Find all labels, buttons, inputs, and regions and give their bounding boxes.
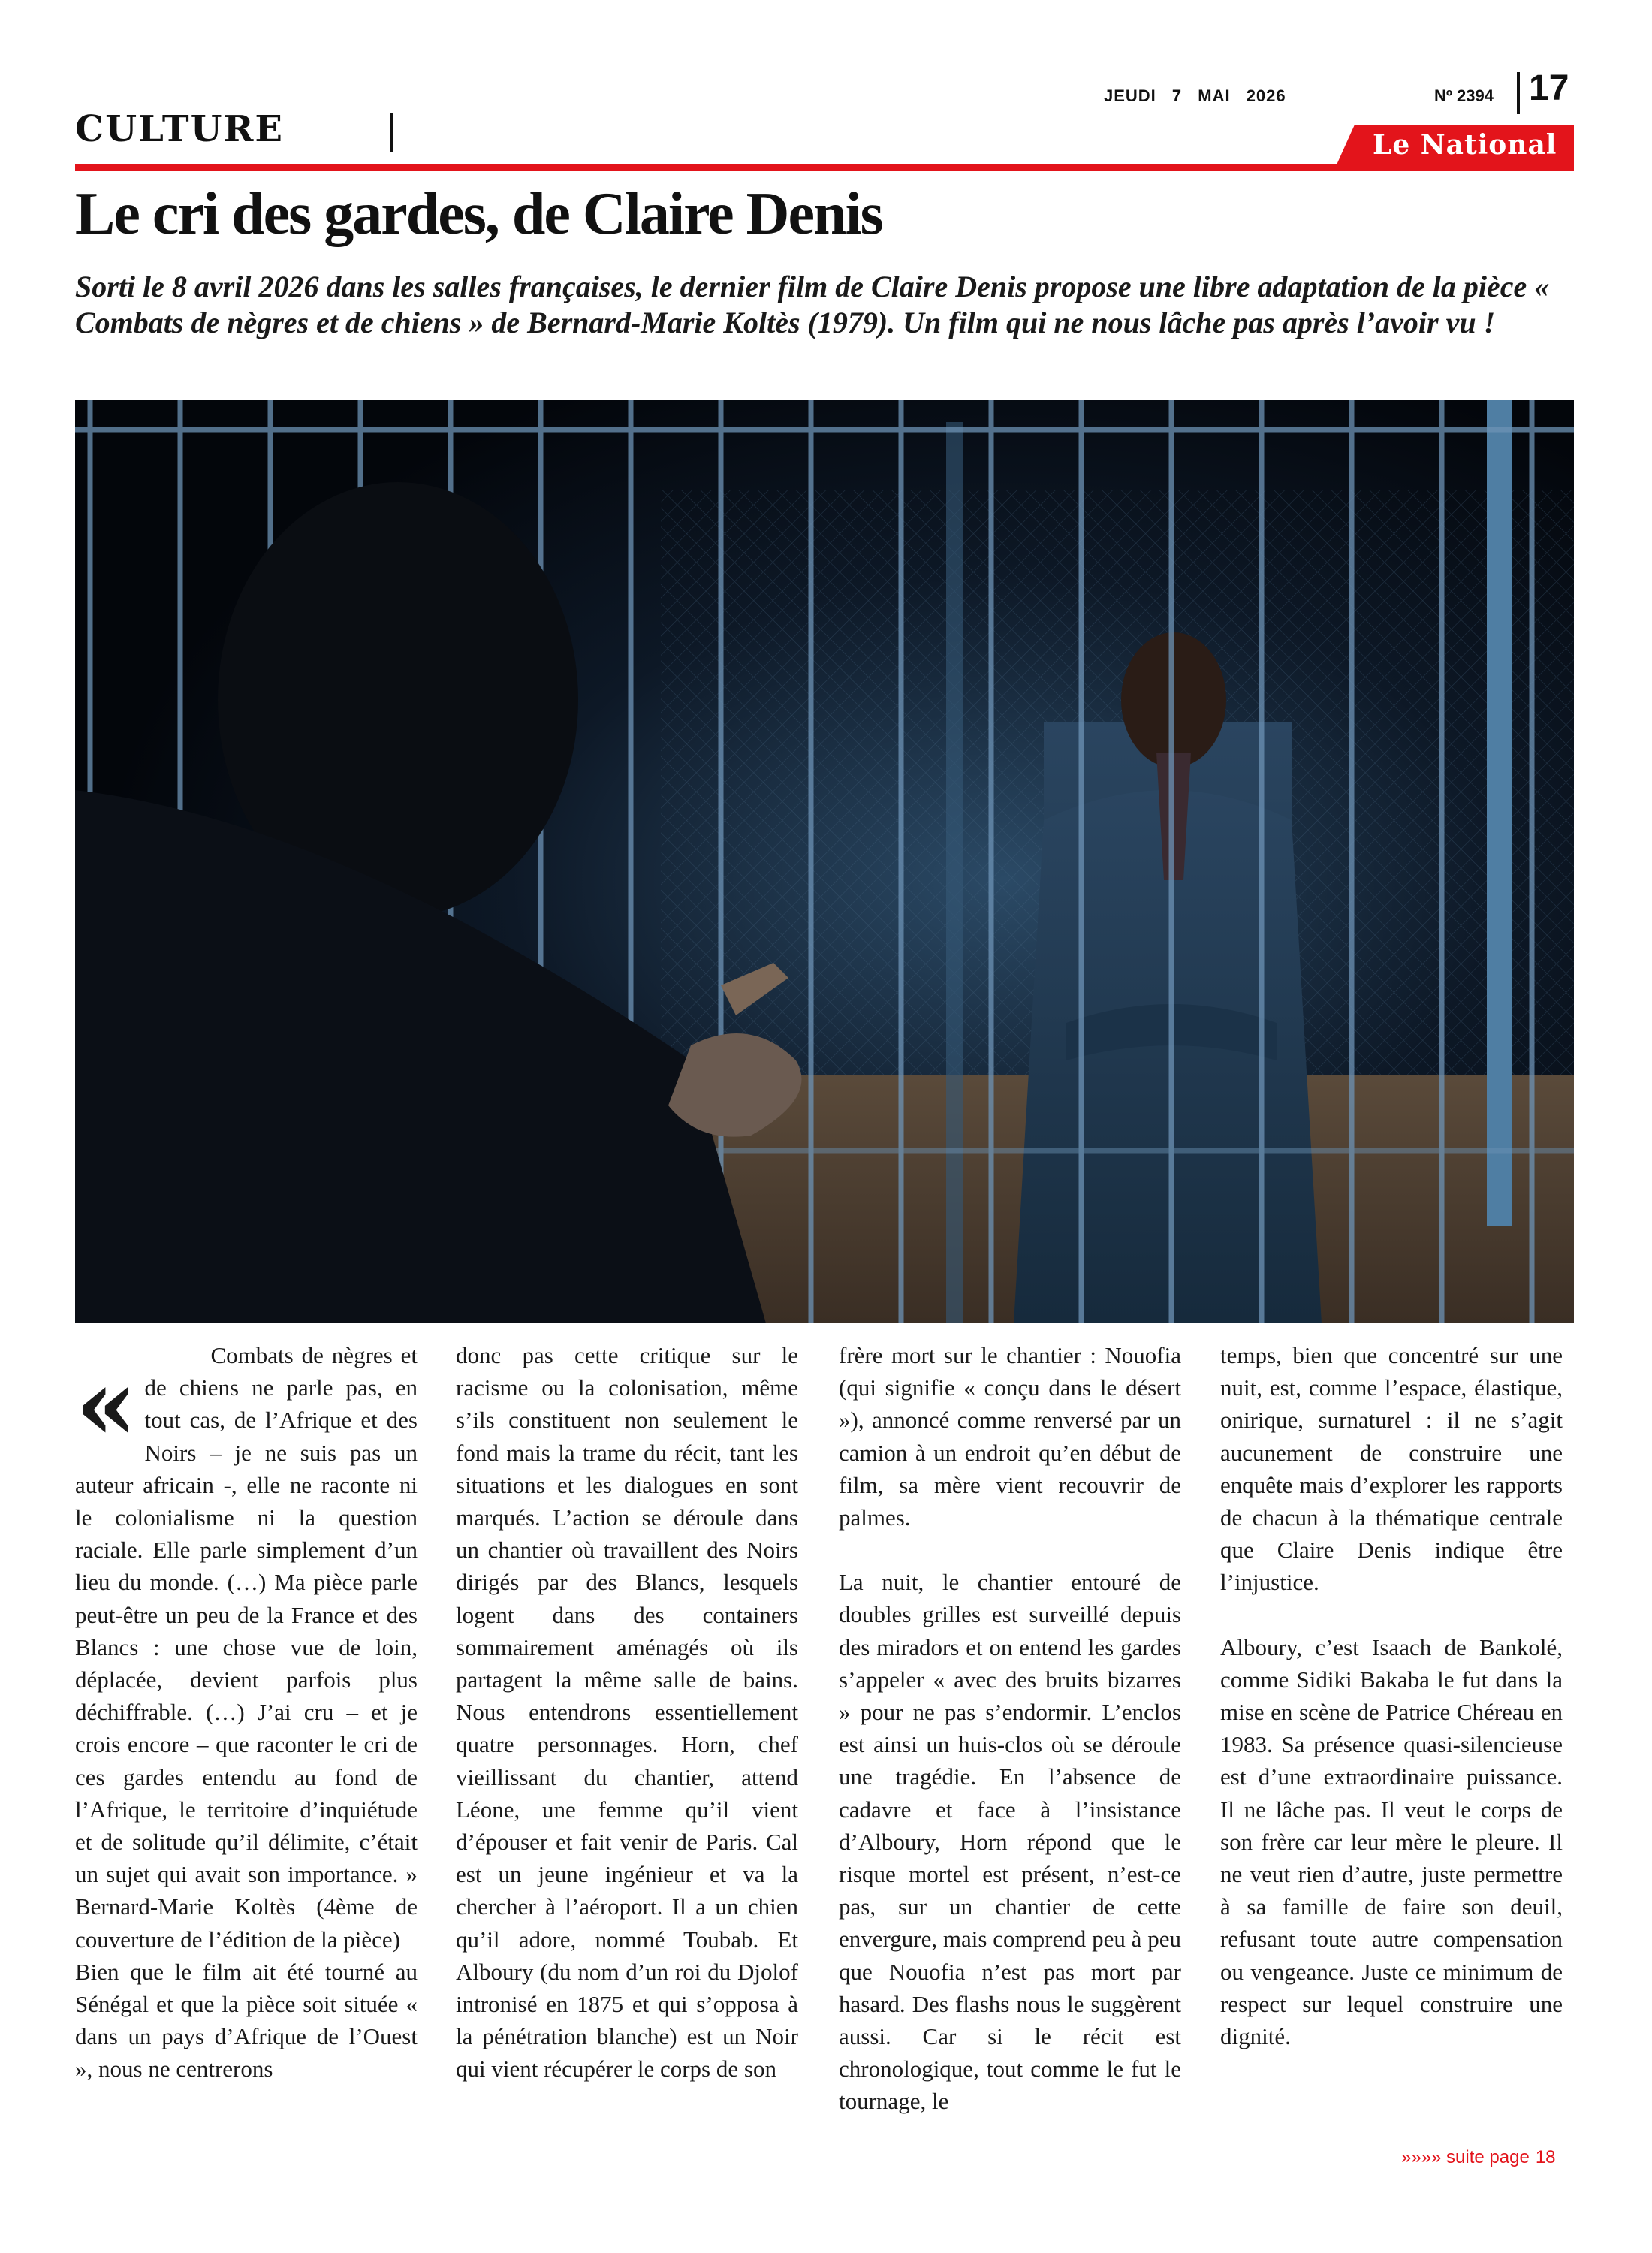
section-label: CULTURE xyxy=(75,108,284,150)
section-separator xyxy=(390,113,393,152)
issue-number: Nº 2394 xyxy=(1434,86,1494,105)
article-column-2 xyxy=(456,1339,798,2086)
newspaper-name: Le National xyxy=(1373,129,1557,161)
article-headline: Le cri des gardes, de Claire Denis xyxy=(75,181,882,247)
column-paragraph: Combats de nègres et de chiens ne parle pas, en tout cas, de l’Afrique et des Noirs – je ne suis pas un auteur africain -, elle ne raconte ni le colonialisme ni la question raciale. Elle parle simplement d’un lieu du monde. (…) Ma pièce parle peut-être un peu de la France et des Blancs : une chose vue de loin, déplacée, devient parfois plus déchiffrable. (…) J’ai cru – et je crois encore – que raconter le cri de ces gardes entendu au fond de l’Afrique, le territoire d’inquiétude et de solitude qu’il délimite, c’était un sujet qui avait son importance. » Bernard-Marie Koltès (4ème de couverture de l’édition de la pièce) xyxy=(75,1342,418,1953)
article-column-3 xyxy=(839,1339,1181,2118)
column-paragraph: Bien que le film ait été tourné au Sénégal et que la pièce soit située « dans un pays d’Afrique de l’Ouest », nous ne centrerons xyxy=(75,1958,418,2083)
column-paragraph: La nuit, le chantier entouré de doubles grilles est surveillé depuis des miradors et on entend les gardes s’appeler « avec des bruits bizarres » pour ne pas s’endormir. L’enclos est ainsi un huis-clos où se déroule une tragédie. En l’absence de cadavre et face à l’insistance d’Alboury, Horn répond que le risque mortel est présent, n’est-ce pas, sur un chantier de cette envergure, mais comprend peu à peu que Nouofia n’est pas mort par hasard. Des flashs nous le suggèrent aussi. Car si le récit est chronologique, tout comme le fut le tournage, le xyxy=(839,1569,1181,2115)
article-lede: Sorti le 8 avril 2026 dans les salles françaises, le dernier film de Claire Denis propose une libre adaptation de la pièce « Combats de nègres et de chiens » de Bernard-Marie Koltès (1979). Un film qui ne nous lâche pas après l’avoir vu ! xyxy=(75,270,1550,339)
column-paragraph: donc pas cette critique sur le racisme ou la colonisation, même s’ils constituent non seulement le fond mais la trame du récit, tant les situations et les dialogues en sont marqués. L’action se déroule dans un chantier où travaillent des Noirs dirigés par des Blancs, lesquels logent dans des containers sommairement aménagés où ils partagent la même salle de bains. Nous entendrons essentiellement quatre personnages. Horn, chef vieillissant du chantier, attend Léone, une femme qu’il vient d’épouser et fait venir de Paris. Cal est un jeune ingénieur et va la chercher à l’aéroport. Il a un chien qu’il adore, nommé Toubab. Et Alboury (du nom d’un roi du Djolof intronisé en 1875 et qui s’opposa à la pénétration blanche) est un Noir qui vient récupérer le corps de son xyxy=(456,1342,798,2083)
page-number: 17 xyxy=(1529,68,1569,108)
issue-date: JEUDI 7 MAI 2026 xyxy=(1104,86,1286,105)
column-paragraph: temps, bien que concentré sur une nuit, est, comme l’espace, élastique, onirique, surnaturel : il ne s’agit aucunement de construire une enquête mais d’explorer les rapports de chacun à la thématique centrale que Claire Denis indique être l’injustice. xyxy=(1220,1342,1563,1596)
column-paragraph: Alboury, c’est Isaach de Bankolé, comme Sidiki Bakaba le fut dans la mise en scène de Patrice Chéreau en 1983. Sa présence quasi-silencieuse est d’une extraordinaire puissance. Il ne lâche pas. Il veut le corps de son frère car leur mère le pleure. Il ne veut rien d’autre, juste permettre à sa famille de faire son deuil, refusant toute autre compensation ou vengeance. Juste ce minimum de respect sur lequel construire une dignité. xyxy=(1220,1633,1563,2050)
article-column-1 xyxy=(75,1339,418,2086)
page-number-divider xyxy=(1517,72,1520,114)
continued-page-number: 18 xyxy=(1535,2147,1556,2167)
film-still-photo xyxy=(75,400,1574,1323)
article-column-4 xyxy=(1220,1339,1563,2052)
opening-quote-mark: « xyxy=(75,1347,137,1463)
continued-label: »»»» suite page xyxy=(1401,2147,1530,2167)
continued-link[interactable] xyxy=(1401,2147,1556,2168)
column-paragraph: frère mort sur le chantier : Nouofia (qui signifie « conçu dans le désert »), annoncé comme renversé par un camion à un endroit qu’en début de film, sa mère vient recouvrir de palmes. xyxy=(839,1342,1181,1531)
